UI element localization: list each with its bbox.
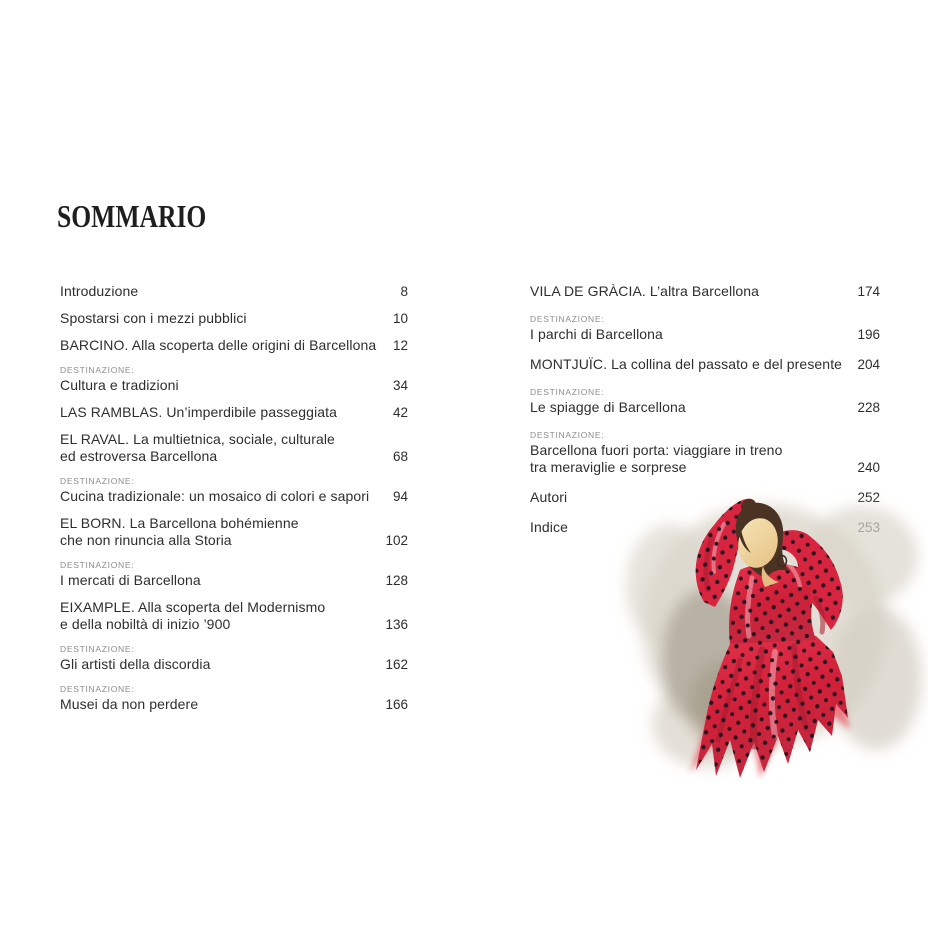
toc-entry-page-number: 174 bbox=[857, 284, 880, 299]
toc-entry-text bbox=[530, 313, 663, 343]
toc-entry-title-line: che non rinuncia alla Storia bbox=[60, 532, 232, 548]
toc-entry-page-number: 252 bbox=[857, 490, 880, 505]
toc-entry-title-line: Introduzione bbox=[60, 283, 139, 299]
toc-entry-page-number: 12 bbox=[392, 338, 408, 353]
toc-entry-text bbox=[60, 559, 201, 589]
toc-entry bbox=[530, 356, 880, 373]
toc-entry-title-line: Autori bbox=[530, 489, 568, 505]
toc-entry-text bbox=[530, 356, 842, 373]
toc-entry-title-line: Spostarsi con i mezzi pubblici bbox=[60, 310, 247, 326]
toc-entry bbox=[530, 283, 880, 300]
toc-entry-page-number: 240 bbox=[857, 460, 880, 475]
toc-entry bbox=[530, 313, 880, 343]
toc-entry bbox=[60, 683, 408, 713]
toc-entry-title-line: EL RAVAL. La multietnica, sociale, culturale bbox=[60, 431, 335, 447]
toc-entry-kicker: DESTINAZIONE: bbox=[530, 314, 605, 324]
toc-entry-title-line: I mercati di Barcellona bbox=[60, 572, 201, 588]
hair-bun bbox=[741, 499, 757, 515]
flamenco-dancer-illustration bbox=[612, 468, 928, 780]
toc-entry-text bbox=[60, 337, 376, 354]
toc-entry-title-line: EL BORN. La Barcellona bohémienne bbox=[60, 515, 299, 531]
toc-entry-title-line: Cultura e tradizioni bbox=[60, 377, 179, 393]
toc-entry-title-line: Gli artisti della discordia bbox=[60, 656, 211, 672]
toc-entry-kicker: DESTINAZIONE: bbox=[530, 430, 605, 440]
toc-entry bbox=[60, 337, 408, 354]
toc-entry-text bbox=[60, 404, 337, 421]
toc-entry-kicker: DESTINAZIONE: bbox=[530, 387, 605, 397]
toc-entry-page-number: 162 bbox=[385, 657, 408, 672]
toc-entry-title-line: EIXAMPLE. Alla scoperta del Modernismo bbox=[60, 599, 326, 615]
toc-entry-kicker: DESTINAZIONE: bbox=[60, 684, 135, 694]
toc-entry-title-line: Indice bbox=[530, 519, 568, 535]
toc-entry-page-number: 102 bbox=[385, 533, 408, 548]
toc-entry-text bbox=[60, 515, 299, 549]
toc-entry-kicker: DESTINAZIONE: bbox=[60, 476, 135, 486]
toc-entry bbox=[60, 559, 408, 589]
toc-entry-page-number: 136 bbox=[385, 617, 408, 632]
toc-entry-page-number: 10 bbox=[392, 311, 408, 326]
toc-entry-title-line: Cucina tradizionale: un mosaico di colori e sapori bbox=[60, 488, 370, 504]
toc-entry-page-number: 228 bbox=[857, 400, 880, 415]
toc-entry-text bbox=[60, 683, 198, 713]
toc-entry bbox=[60, 431, 408, 465]
toc-entry-text bbox=[60, 475, 369, 505]
toc-entry bbox=[60, 515, 408, 549]
toc-entry-page-number: 42 bbox=[392, 405, 408, 420]
toc-entry-text bbox=[530, 283, 759, 300]
toc-entry bbox=[60, 283, 408, 300]
toc-entry-kicker: DESTINAZIONE: bbox=[60, 560, 135, 570]
toc-entry-title-line: BARCINO. Alla scoperta delle origini di Barcellona bbox=[60, 337, 377, 353]
toc-entry-page-number: 196 bbox=[857, 327, 880, 342]
toc-entry-title-line: Le spiagge di Barcellona bbox=[530, 399, 686, 415]
toc-entry-page-number: 68 bbox=[392, 449, 408, 464]
toc-entry-page-number: 8 bbox=[400, 284, 408, 299]
toc-entry-kicker: DESTINAZIONE: bbox=[60, 644, 135, 654]
toc-entry-text bbox=[60, 310, 247, 327]
toc-entry-page-number: 94 bbox=[392, 489, 408, 504]
toc-column-left bbox=[60, 283, 408, 723]
toc-entry-text bbox=[530, 386, 686, 416]
toc-entry bbox=[60, 364, 408, 394]
toc-entry bbox=[60, 643, 408, 673]
toc-entry-kicker: DESTINAZIONE: bbox=[60, 365, 135, 375]
toc-entry-title-line: I parchi di Barcellona bbox=[530, 326, 663, 342]
toc-entry-page-number: 204 bbox=[857, 357, 880, 372]
toc-entry bbox=[60, 404, 408, 421]
toc-entry-title-line: Barcellona fuori porta: viaggiare in treno bbox=[530, 442, 783, 458]
toc-entry-text bbox=[60, 599, 325, 633]
toc-entry-page-number: 34 bbox=[392, 378, 408, 393]
toc-entry-text bbox=[530, 489, 567, 506]
toc-entry-text bbox=[60, 364, 179, 394]
toc-entry-title-line: ed estroversa Barcellona bbox=[60, 448, 218, 464]
toc-entry bbox=[60, 599, 408, 633]
toc-entry bbox=[530, 386, 880, 416]
toc-entry-page-number: 128 bbox=[385, 573, 408, 588]
toc-entry-text bbox=[60, 431, 335, 465]
toc-entry-title-line: MONTJUÏC. La collina del passato e del presente bbox=[530, 356, 843, 372]
toc-entry-text bbox=[60, 643, 211, 673]
page-title: SOMMARIO bbox=[57, 198, 207, 234]
toc-entry-text bbox=[530, 519, 568, 536]
toc-entry-text bbox=[60, 283, 138, 300]
toc-entry-title-line: tra meraviglie e sorprese bbox=[530, 459, 687, 475]
toc-entry-title-line: e della nobiltà di inizio ’900 bbox=[60, 616, 231, 632]
toc-entry bbox=[60, 310, 408, 327]
toc-entry-page-number: 166 bbox=[385, 697, 408, 712]
toc-entry-title-line: LAS RAMBLAS. Un’imperdibile passeggiata bbox=[60, 404, 338, 420]
toc-entry-title-line: Musei da non perdere bbox=[60, 696, 199, 712]
toc-entry-title-line: VILA DE GRÀCIA. L’altra Barcellona bbox=[530, 283, 760, 299]
toc-entry bbox=[60, 475, 408, 505]
